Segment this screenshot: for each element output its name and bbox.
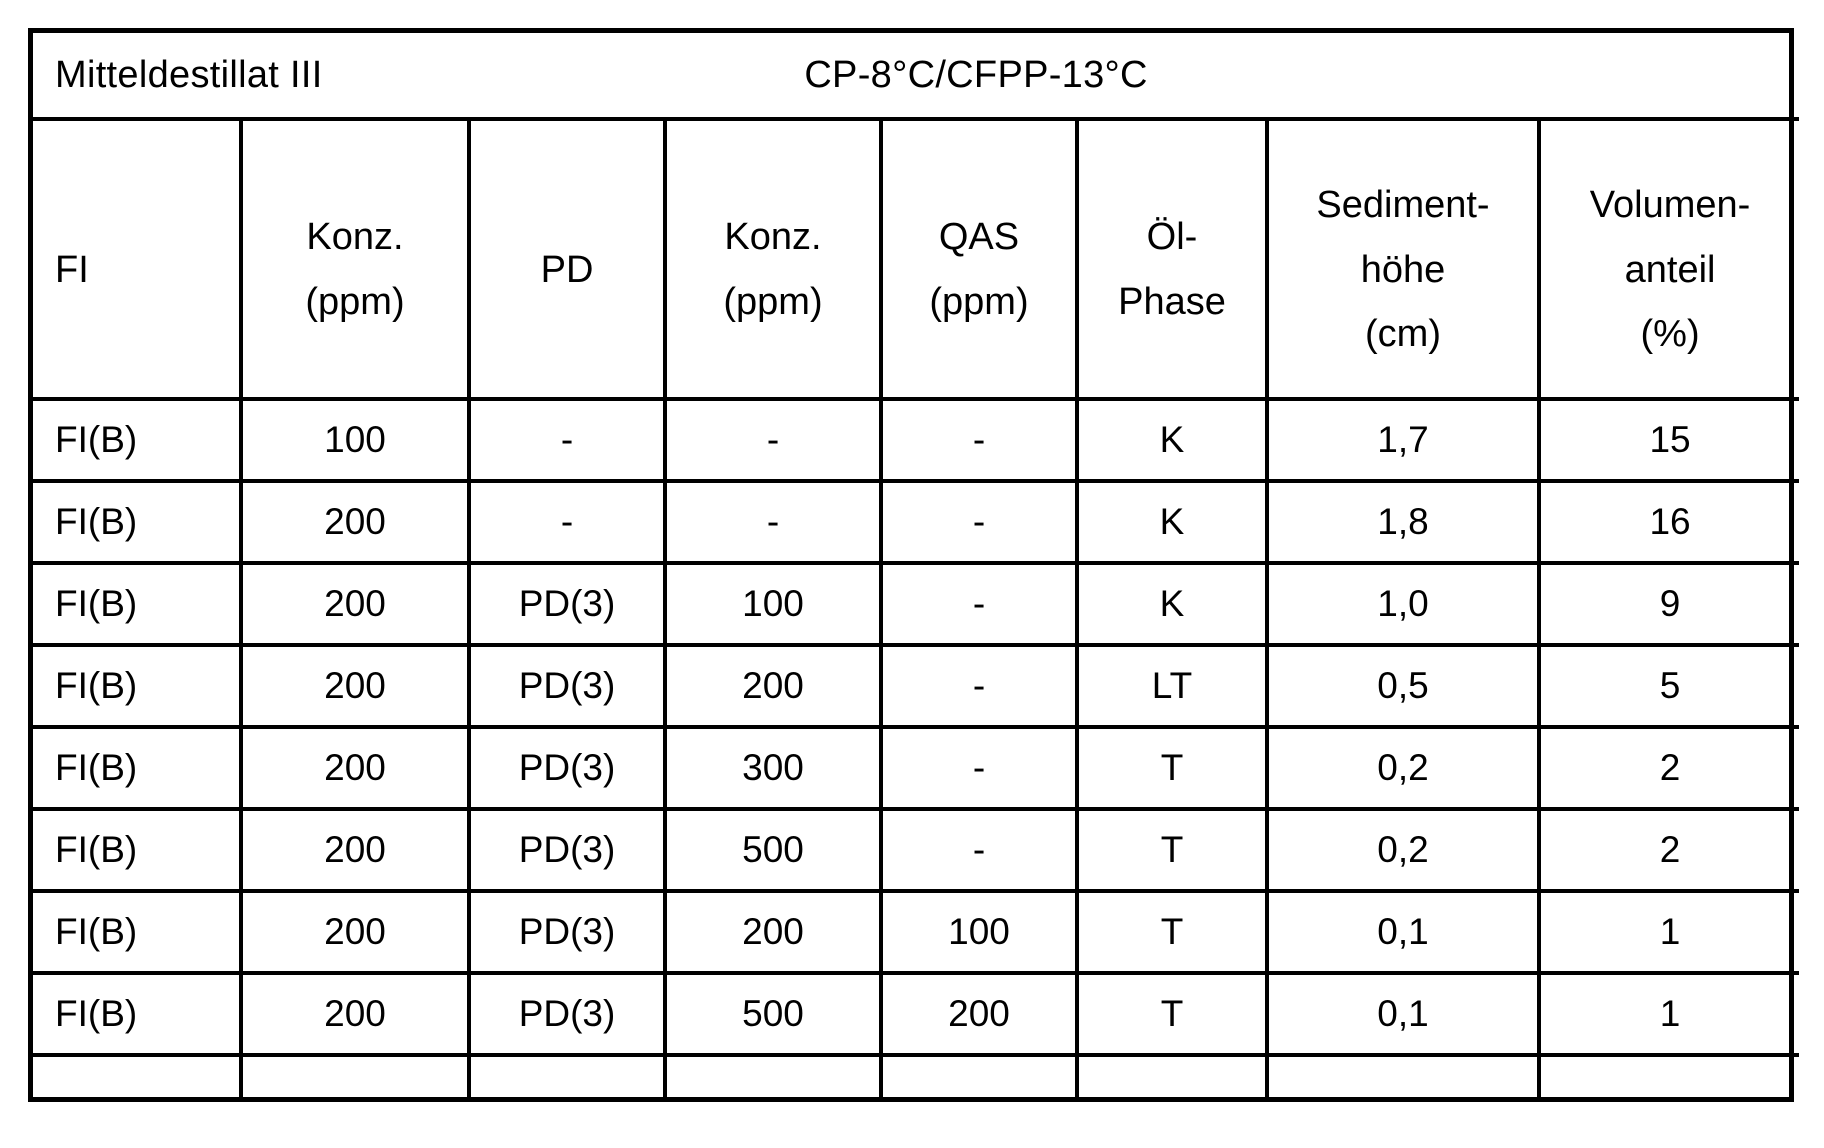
table-row — [33, 481, 1799, 563]
cell-qas: - — [881, 645, 1077, 727]
header-line2: Phase — [1118, 281, 1226, 323]
cell-konz-fi: 100 — [241, 399, 469, 481]
cell-volume-fraction: 2 — [1539, 809, 1799, 891]
sample-name: Mitteldestillat III — [55, 53, 323, 96]
header-line2: (ppm) — [305, 281, 405, 323]
cell-konz-pd: 200 — [665, 645, 881, 727]
table-row — [33, 563, 1799, 645]
cell-fi: FI(B) — [33, 727, 241, 809]
header-cell-volume-fraction — [1539, 119, 1799, 399]
cell-volume-fraction: 15 — [1539, 399, 1799, 481]
spacer-cell — [881, 1055, 1077, 1097]
cell-pd: - — [469, 481, 665, 563]
cell-sediment-height: 0,1 — [1267, 973, 1539, 1055]
table-row — [33, 973, 1799, 1055]
cell-fi: FI(B) — [33, 645, 241, 727]
cell-oil-phase: T — [1077, 727, 1267, 809]
cell-oil-phase: T — [1077, 973, 1267, 1055]
cell-oil-phase: K — [1077, 399, 1267, 481]
cell-volume-fraction: 1 — [1539, 973, 1799, 1055]
header-line1: PD — [540, 248, 594, 291]
cell-volume-fraction: 1 — [1539, 891, 1799, 973]
cell-pd: PD(3) — [469, 563, 665, 645]
cell-oil-phase: K — [1077, 481, 1267, 563]
header-line1: Konz. — [306, 216, 404, 259]
results-table — [33, 33, 1799, 1097]
header-line1: Sediment- — [1316, 184, 1490, 227]
header-cell-konz-fi — [241, 119, 469, 399]
cell-sediment-height: 1,7 — [1267, 399, 1539, 481]
cell-konz-pd: 100 — [665, 563, 881, 645]
cell-konz-fi: 200 — [241, 973, 469, 1055]
spacer-cell — [241, 1055, 469, 1097]
cell-pd: PD(3) — [469, 973, 665, 1055]
table-row — [33, 809, 1799, 891]
header-line2: höhe — [1360, 248, 1446, 291]
header-cell-konz-pd — [665, 119, 881, 399]
table-row — [33, 399, 1799, 481]
results-table-container — [28, 28, 1794, 1102]
cell-sediment-height: 1,8 — [1267, 481, 1539, 563]
cell-konz-pd: - — [665, 399, 881, 481]
cell-sediment-height: 1,0 — [1267, 563, 1539, 645]
header-line1: Konz. — [724, 216, 822, 259]
cell-fi: FI(B) — [33, 891, 241, 973]
cell-volume-fraction: 16 — [1539, 481, 1799, 563]
cell-konz-fi: 200 — [241, 645, 469, 727]
cell-oil-phase: T — [1077, 809, 1267, 891]
cell-sediment-height: 0,2 — [1267, 727, 1539, 809]
cell-konz-pd: 500 — [665, 809, 881, 891]
cell-fi: FI(B) — [33, 399, 241, 481]
cell-konz-fi: 200 — [241, 727, 469, 809]
table-bottom-spacer — [33, 1055, 1799, 1097]
header-line1: Volumen- — [1589, 184, 1751, 227]
cell-fi: FI(B) — [33, 809, 241, 891]
cell-pd: PD(3) — [469, 809, 665, 891]
header-cell-qas — [881, 119, 1077, 399]
table-row — [33, 645, 1799, 727]
cell-qas: - — [881, 809, 1077, 891]
header-line1: FI — [55, 248, 89, 291]
cell-volume-fraction: 2 — [1539, 727, 1799, 809]
header-line3: (%) — [1640, 313, 1700, 356]
cell-konz-fi: 200 — [241, 481, 469, 563]
cell-pd: PD(3) — [469, 727, 665, 809]
header-line2: anteil — [1624, 248, 1716, 291]
header-cell-pd — [469, 119, 665, 399]
header-cell-oil-phase — [1077, 119, 1267, 399]
cell-sediment-height: 0,5 — [1267, 645, 1539, 727]
spacer-cell — [33, 1055, 241, 1097]
cell-volume-fraction: 5 — [1539, 645, 1799, 727]
cell-qas: - — [881, 399, 1077, 481]
spacer-cell — [1077, 1055, 1267, 1097]
header-line2: (ppm) — [723, 281, 823, 323]
cell-qas: - — [881, 727, 1077, 809]
table-title-cell — [33, 33, 1799, 119]
cell-qas: - — [881, 481, 1077, 563]
header-line1: QAS — [938, 216, 1020, 259]
cell-konz-pd: - — [665, 481, 881, 563]
spacer-cell — [1539, 1055, 1799, 1097]
cell-sediment-height: 0,1 — [1267, 891, 1539, 973]
header-cell-fi — [33, 119, 241, 399]
cell-fi: FI(B) — [33, 481, 241, 563]
cell-qas: 200 — [881, 973, 1077, 1055]
header-cell-sediment-height — [1267, 119, 1539, 399]
header-line1: Öl- — [1146, 216, 1198, 259]
cell-qas: 100 — [881, 891, 1077, 973]
cell-konz-fi: 200 — [241, 891, 469, 973]
header-line2: (ppm) — [929, 281, 1029, 323]
cell-fi: FI(B) — [33, 973, 241, 1055]
cell-pd: PD(3) — [469, 891, 665, 973]
cell-oil-phase: K — [1077, 563, 1267, 645]
cell-sediment-height: 0,2 — [1267, 809, 1539, 891]
cell-pd: - — [469, 399, 665, 481]
spacer-cell — [665, 1055, 881, 1097]
cell-qas: - — [881, 563, 1077, 645]
spacer-cell — [469, 1055, 665, 1097]
spacer-cell — [1267, 1055, 1539, 1097]
cell-konz-pd: 300 — [665, 727, 881, 809]
header-line3: (cm) — [1365, 313, 1441, 356]
table-row — [33, 727, 1799, 809]
table-row — [33, 891, 1799, 973]
cell-konz-pd: 500 — [665, 973, 881, 1055]
cell-konz-fi: 200 — [241, 563, 469, 645]
cell-pd: PD(3) — [469, 645, 665, 727]
table-title-row — [33, 33, 1799, 119]
cell-oil-phase: T — [1077, 891, 1267, 973]
table-header-row — [33, 119, 1799, 399]
cell-oil-phase: LT — [1077, 645, 1267, 727]
cell-konz-fi: 200 — [241, 809, 469, 891]
cell-volume-fraction: 9 — [1539, 563, 1799, 645]
sample-properties: CP-8°C/CFPP-13°C — [804, 53, 1148, 96]
cell-fi: FI(B) — [33, 563, 241, 645]
cell-konz-pd: 200 — [665, 891, 881, 973]
